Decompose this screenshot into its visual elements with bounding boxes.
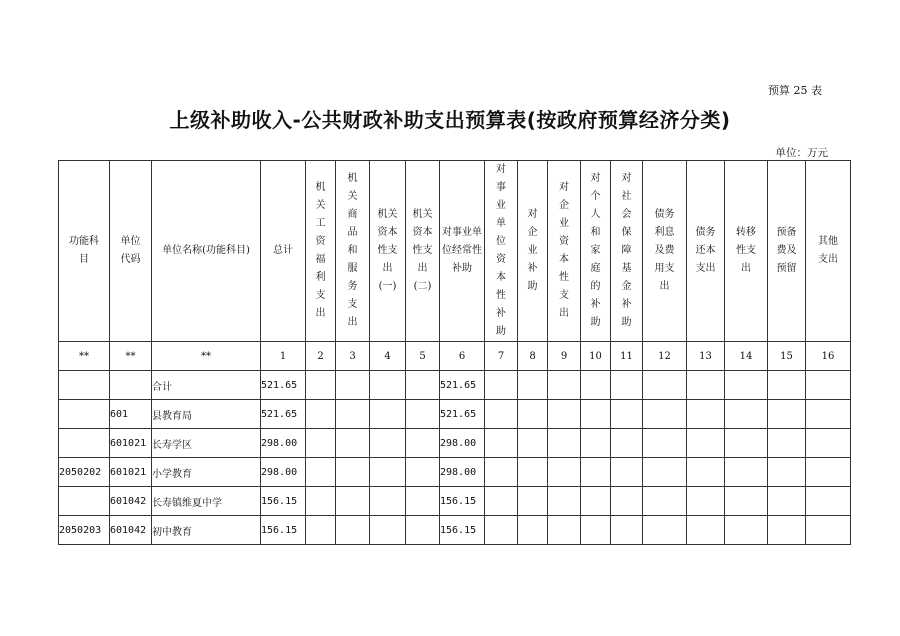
table-row — [59, 487, 851, 516]
index-cell: 12 — [643, 342, 687, 371]
index-cell: 11 — [611, 342, 643, 371]
header-row — [59, 161, 851, 342]
index-cell: 8 — [518, 342, 548, 371]
empty-cell — [687, 516, 725, 545]
header-cell — [643, 161, 687, 342]
index-cell: 3 — [336, 342, 370, 371]
empty-cell — [406, 487, 440, 516]
index-cell: ** — [110, 342, 152, 371]
empty-cell — [548, 371, 581, 400]
empty-cell — [768, 487, 806, 516]
empty-cell — [485, 429, 518, 458]
unit-name-cell: 县教育局 — [152, 400, 261, 429]
empty-cell — [768, 429, 806, 458]
empty-cell — [725, 429, 768, 458]
empty-cell — [581, 516, 611, 545]
empty-cell — [336, 487, 370, 516]
empty-cell — [370, 429, 406, 458]
func-code-cell — [59, 400, 110, 429]
header-label: 预备费及预留 — [776, 227, 797, 274]
index-cell: 7 — [485, 342, 518, 371]
empty-cell — [725, 458, 768, 487]
empty-cell — [485, 371, 518, 400]
empty-cell — [406, 429, 440, 458]
empty-cell — [581, 458, 611, 487]
empty-cell — [687, 458, 725, 487]
table-row — [59, 371, 851, 400]
empty-cell — [806, 429, 851, 458]
empty-cell — [306, 516, 336, 545]
func-code-cell: 2050202 — [59, 458, 110, 487]
unit-code-cell: 601042 — [110, 487, 152, 516]
header-cell — [485, 161, 518, 342]
empty-cell — [370, 400, 406, 429]
empty-cell — [687, 371, 725, 400]
header-cell — [687, 161, 725, 342]
func-code-cell — [59, 429, 110, 458]
index-cell: 14 — [725, 342, 768, 371]
empty-cell — [643, 516, 687, 545]
empty-cell — [306, 458, 336, 487]
header-cell — [725, 161, 768, 342]
index-row — [59, 342, 851, 371]
empty-cell — [548, 429, 581, 458]
empty-cell — [611, 458, 643, 487]
page-title: 上级补助收入-公共财政补助支出预算表(按政府预算经济分类) — [169, 108, 731, 132]
empty-cell — [643, 400, 687, 429]
empty-cell — [581, 400, 611, 429]
unit-label: 单位：万元 — [775, 147, 828, 159]
index-cell: 1 — [261, 342, 306, 371]
index-cell: 9 — [548, 342, 581, 371]
empty-cell — [406, 458, 440, 487]
empty-cell — [485, 400, 518, 429]
empty-cell — [581, 487, 611, 516]
index-cell: 13 — [687, 342, 725, 371]
total-cell: 156.15 — [261, 487, 306, 516]
empty-cell — [687, 429, 725, 458]
header-cell — [611, 161, 643, 342]
empty-cell — [581, 429, 611, 458]
header-label: 对社会保障基金补助 — [621, 173, 632, 328]
header-label: 功能科目 — [69, 236, 99, 265]
table-row — [59, 516, 851, 545]
empty-cell — [643, 371, 687, 400]
empty-cell — [806, 371, 851, 400]
header-label: 其他支出 — [818, 236, 838, 265]
empty-cell — [611, 516, 643, 545]
index-cell: 16 — [806, 342, 851, 371]
index-cell: 15 — [768, 342, 806, 371]
empty-cell — [643, 487, 687, 516]
empty-cell — [518, 429, 548, 458]
func-code-cell — [59, 487, 110, 516]
empty-cell — [370, 516, 406, 545]
header-cell — [548, 161, 581, 342]
empty-cell — [806, 400, 851, 429]
func-code-cell: 2050203 — [59, 516, 110, 545]
empty-cell — [518, 516, 548, 545]
budget-table — [58, 160, 851, 545]
table-row — [59, 429, 851, 458]
empty-cell — [611, 487, 643, 516]
empty-cell — [336, 429, 370, 458]
empty-cell — [687, 487, 725, 516]
index-cell: 5 — [406, 342, 440, 371]
header-label: 债务还本支出 — [695, 227, 716, 274]
header-cell — [59, 161, 110, 342]
header-cell — [336, 161, 370, 342]
header-label: 对企业资本性支出 — [559, 182, 569, 319]
empty-cell — [406, 400, 440, 429]
empty-cell — [518, 487, 548, 516]
header-label: 机关工资福利支出 — [315, 182, 326, 319]
index-cell: 10 — [581, 342, 611, 371]
empty-cell — [306, 487, 336, 516]
empty-cell — [725, 400, 768, 429]
col6-cell: 521.65 — [440, 400, 485, 429]
empty-cell — [370, 487, 406, 516]
header-cell — [806, 161, 851, 342]
unit-name-cell: 初中教育 — [152, 516, 261, 545]
empty-cell — [806, 458, 851, 487]
col6-cell: 521.65 — [440, 371, 485, 400]
col6-cell: 298.00 — [440, 458, 485, 487]
unit-name-cell: 小学教育 — [152, 458, 261, 487]
index-cell: 2 — [306, 342, 336, 371]
table-number: 预算 25 表 — [768, 84, 822, 97]
header-label: 单位代码 — [120, 236, 141, 265]
header-cell — [306, 161, 336, 342]
empty-cell — [687, 400, 725, 429]
total-cell: 521.65 — [261, 400, 306, 429]
empty-cell — [306, 371, 336, 400]
unit-code-cell: 601042 — [110, 516, 152, 545]
empty-cell — [768, 516, 806, 545]
header-cell — [581, 161, 611, 342]
empty-cell — [548, 458, 581, 487]
header-cell — [440, 161, 485, 342]
empty-cell — [611, 429, 643, 458]
col6-cell: 156.15 — [440, 516, 485, 545]
empty-cell — [611, 371, 643, 400]
empty-cell — [370, 458, 406, 487]
index-cell: 4 — [370, 342, 406, 371]
empty-cell — [768, 400, 806, 429]
empty-cell — [306, 400, 336, 429]
header-label: 总计 — [273, 245, 293, 256]
header-label: 对个人和家庭的补助 — [590, 173, 601, 328]
index-cell: ** — [59, 342, 110, 371]
empty-cell — [336, 516, 370, 545]
empty-cell — [336, 458, 370, 487]
unit-name-cell: 长寿学区 — [152, 429, 261, 458]
empty-cell — [548, 516, 581, 545]
empty-cell — [725, 516, 768, 545]
empty-cell — [725, 487, 768, 516]
empty-cell — [768, 458, 806, 487]
index-cell: ** — [152, 342, 261, 371]
header-cell — [406, 161, 440, 342]
empty-cell — [518, 458, 548, 487]
empty-cell — [643, 429, 687, 458]
empty-cell — [336, 400, 370, 429]
empty-cell — [406, 516, 440, 545]
header-cell — [518, 161, 548, 342]
empty-cell — [406, 371, 440, 400]
header-cell — [370, 161, 406, 342]
header-label: 机关资本性支出(二) — [412, 209, 433, 292]
unit-code-cell: 601021 — [110, 458, 152, 487]
empty-cell — [768, 371, 806, 400]
func-code-cell — [59, 371, 110, 400]
empty-cell — [806, 516, 851, 545]
header-cell — [152, 161, 261, 342]
header-cell — [768, 161, 806, 342]
header-label: 单位名称(功能科目) — [162, 245, 250, 256]
table-row — [59, 458, 851, 487]
header-cell — [110, 161, 152, 342]
empty-cell — [725, 371, 768, 400]
unit-name-cell: 合计 — [152, 371, 261, 400]
index-cell: 6 — [440, 342, 485, 371]
unit-code-cell: 601021 — [110, 429, 152, 458]
empty-cell — [518, 371, 548, 400]
unit-code-cell — [110, 371, 152, 400]
total-cell: 298.00 — [261, 458, 306, 487]
unit-name-cell: 长寿镇维夏中学 — [152, 487, 261, 516]
empty-cell — [485, 487, 518, 516]
header-label: 债务利息及费用支出 — [654, 209, 675, 292]
header-label: 对事业单位经常性补助 — [442, 227, 482, 274]
empty-cell — [306, 429, 336, 458]
empty-cell — [806, 487, 851, 516]
header-label: 对企业补助 — [527, 209, 538, 292]
empty-cell — [581, 371, 611, 400]
empty-cell — [485, 516, 518, 545]
table-row — [59, 400, 851, 429]
empty-cell — [370, 371, 406, 400]
empty-cell — [518, 400, 548, 429]
empty-cell — [548, 487, 581, 516]
empty-cell — [611, 400, 643, 429]
empty-cell — [643, 458, 687, 487]
header-cell — [261, 161, 306, 342]
header-label: 转移性支出 — [736, 227, 756, 274]
unit-code-cell: 601 — [110, 400, 152, 429]
col6-cell: 298.00 — [440, 429, 485, 458]
total-cell: 156.15 — [261, 516, 306, 545]
header-label: 机关资本性支出(一) — [377, 209, 398, 292]
empty-cell — [336, 371, 370, 400]
total-cell: 521.65 — [261, 371, 306, 400]
col6-cell: 156.15 — [440, 487, 485, 516]
header-label: 对事业单位资本性补助 — [496, 164, 506, 337]
header-label: 机关商品和服务支出 — [347, 173, 358, 328]
empty-cell — [548, 400, 581, 429]
empty-cell — [485, 458, 518, 487]
total-cell: 298.00 — [261, 429, 306, 458]
